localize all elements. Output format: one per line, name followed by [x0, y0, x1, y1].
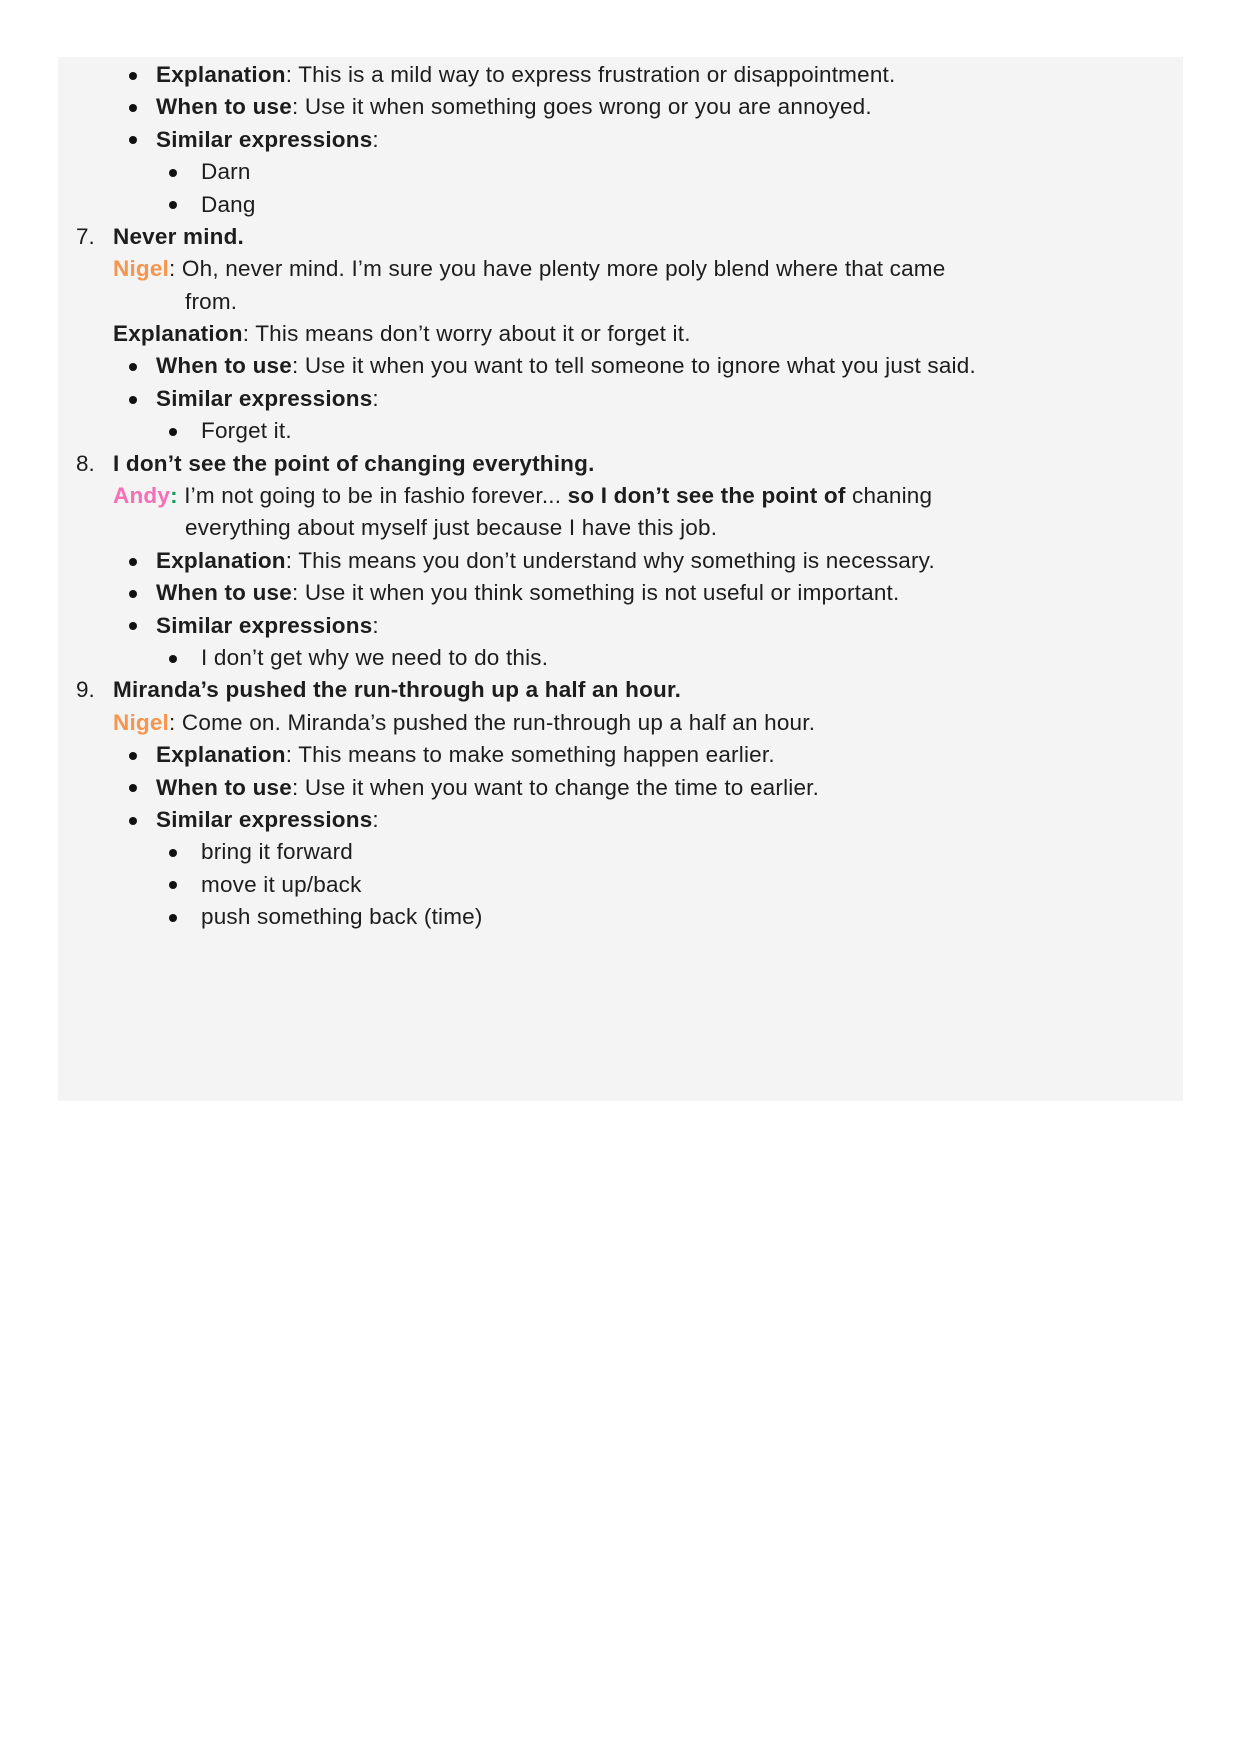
sub-bullet-item [58, 156, 1183, 188]
line-text: Similar expressions: [156, 126, 379, 152]
bullet-item [58, 351, 1183, 383]
bullet-icon [129, 396, 137, 404]
dialogue-line [58, 480, 1183, 512]
bullet-icon [129, 558, 137, 566]
line-text: Miranda’s pushed the run-through up a half an hour. [113, 677, 682, 703]
line-text: Nigel: Oh, never mind. I’m sure you have plenty more poly blend where that came [113, 256, 946, 282]
line-text: Similar expressions: [156, 612, 379, 638]
line-text: When to use: Use it when you think something is not useful or important. [156, 580, 900, 606]
item-number: 8. [76, 450, 95, 476]
line-text: When to use: Use it when you want to tell someone to ignore what you just said. [156, 353, 976, 379]
line-text: everything about myself just because I have this job. [185, 515, 718, 541]
line-text: Nigel: Come on. Miranda’s pushed the run-through up a half an hour. [113, 709, 816, 735]
bullet-icon [169, 655, 177, 663]
dialogue-continuation-line [58, 286, 1183, 318]
sub-bullet-item [58, 189, 1183, 221]
worksheet-card [58, 57, 1183, 1101]
line-text: Andy: I’m not going to be in fashio forever... so I don’t see the point of chaning [113, 483, 933, 509]
bullet-icon [129, 72, 137, 80]
line-text: When to use: Use it when you want to change the time to earlier. [156, 774, 820, 800]
line-text: Explanation: This means you don’t understand why something is necessary. [156, 547, 935, 573]
line-text: bring it forward [201, 839, 354, 865]
line-text: Similar expressions: [156, 806, 379, 832]
line-text: Never mind. [113, 223, 244, 249]
sub-bullet-item [58, 415, 1183, 447]
dialogue-line [58, 707, 1183, 739]
line-text: Explanation: This is a mild way to express frustration or disappointment. [156, 61, 896, 87]
bullet-icon [129, 136, 137, 144]
bullet-item [58, 545, 1183, 577]
line-text: Forget it. [201, 418, 292, 444]
bullet-icon [169, 849, 177, 857]
item-number: 9. [76, 677, 95, 703]
sub-bullet-item [58, 869, 1183, 901]
line-text: I don’t get why we need to do this. [201, 644, 549, 670]
line-text: push something back (time) [201, 904, 483, 930]
numbered-item [58, 674, 1183, 706]
bullet-icon [129, 817, 137, 825]
bullet-icon [129, 784, 137, 792]
bullet-icon [129, 622, 137, 630]
bullet-item [58, 739, 1183, 771]
line-text: Explanation: This means to make something happen earlier. [156, 742, 775, 768]
bullet-icon [129, 363, 137, 371]
bullet-item [58, 610, 1183, 642]
line-text: move it up/back [201, 871, 362, 897]
line-text: from. [185, 288, 238, 314]
numbered-item [58, 448, 1183, 480]
sub-bullet-item [58, 901, 1183, 933]
bullet-item [58, 772, 1183, 804]
line-text: When to use: Use it when something goes wrong or you are annoyed. [156, 94, 872, 120]
bullet-icon [169, 169, 177, 177]
item-number: 7. [76, 223, 95, 249]
bullet-item [58, 383, 1183, 415]
line-text: Similar expressions: [156, 385, 379, 411]
line-text: Darn [201, 159, 251, 185]
bullet-icon [169, 201, 177, 209]
bullet-icon [129, 590, 137, 598]
dialogue-line [58, 253, 1183, 285]
bullet-item [58, 91, 1183, 123]
numbered-item [58, 221, 1183, 253]
sub-bullet-item [58, 642, 1183, 674]
line-text: Dang [201, 191, 256, 217]
bullet-icon [169, 914, 177, 922]
expressions-list [58, 57, 1183, 934]
bullet-item [58, 577, 1183, 609]
bullet-icon [169, 881, 177, 889]
sub-bullet-item [58, 836, 1183, 868]
bullet-icon [129, 104, 137, 112]
line-text: Explanation: This means don’t worry about it or forget it. [113, 321, 691, 347]
bullet-item [58, 124, 1183, 156]
line-text: I don’t see the point of changing everything. [113, 450, 595, 476]
bullet-item [58, 804, 1183, 836]
bullet-icon [129, 752, 137, 760]
dialogue-continuation-line [58, 512, 1183, 544]
explanation-line [58, 318, 1183, 350]
bullet-item [58, 59, 1183, 91]
bullet-icon [169, 428, 177, 436]
